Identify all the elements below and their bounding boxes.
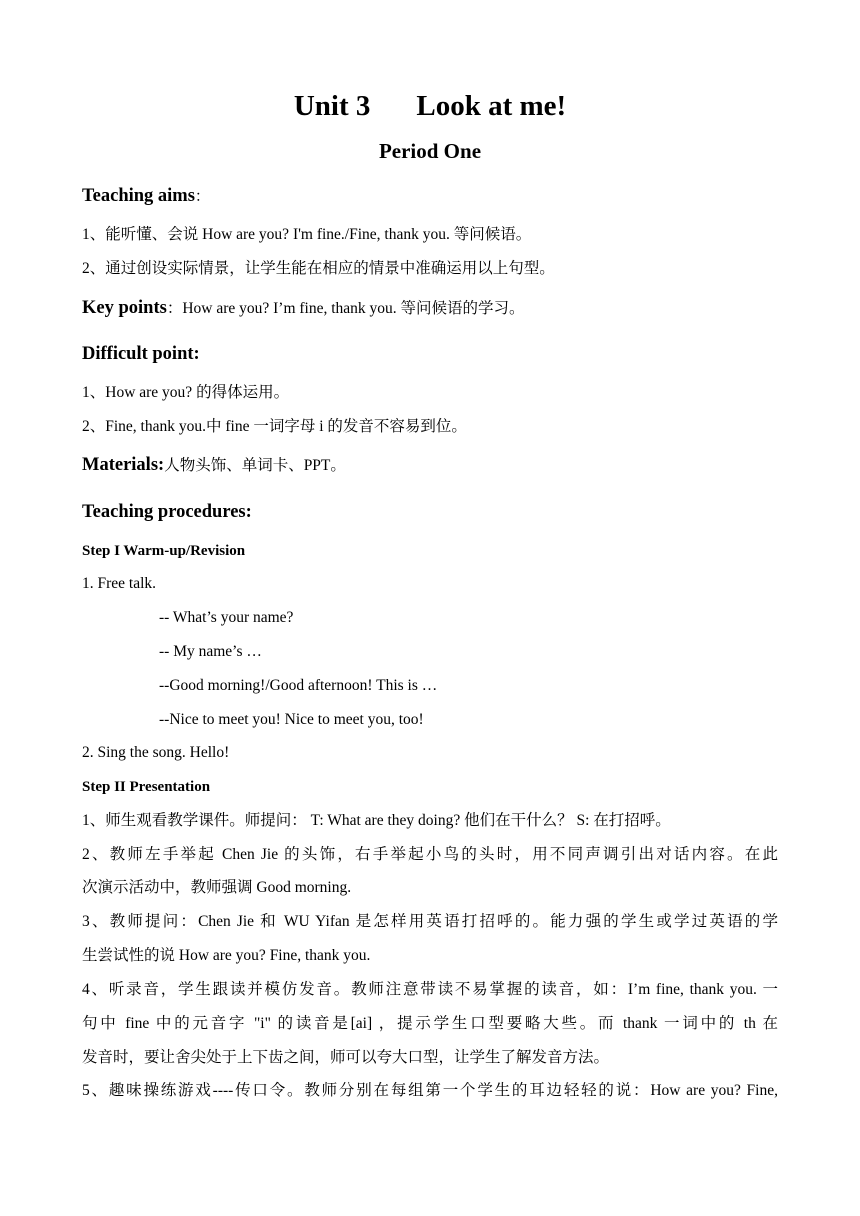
presentation-line-8: 发音时，要让舍尖处于上下齿之间，师可以夸大口型，让学生了解发音方法。 [82,1049,610,1066]
difficult-point-2: 2、Fine, thank you.中 fine 一词字母 i 的发音不容易到位。 [82,418,467,435]
step2-heading: Step II Presentation [82,779,211,795]
presentation-line-5: 生尝试性的说 How are you? Fine, thank you. [82,947,371,964]
period-title: Period One [378,139,482,163]
step1-heading: Step I Warm-up/Revision [82,543,246,559]
sing-song: 2. Sing the song. Hello! [82,744,230,761]
presentation-line-7: 句中 fine 中的元音字 "i" 的读音是[ai] ，提示学生口型要略大些。而 thank 一词中的 th 在 [82,1015,778,1032]
dialogue-line-2: -- My name’s … [159,643,262,660]
presentation-line-3: 次演示活动中，教师强调 Good morning. [82,879,352,896]
teaching-aim-2: 2、通过创设实际情景，让学生能在相应的情景中准确运用以上句型。 [82,260,555,277]
procedures-heading: Teaching procedures: [82,502,252,522]
materials-text: 人物头饰、单词卡、PPT。 [164,457,346,474]
key-points-text: ：How are you? I’m fine, thank you. 等问候语的学习。 [166,300,525,317]
difficult-point-heading: Difficult point: [82,344,200,364]
presentation-line-2: 2、教师左手举起 Chen Jie 的头饰，右手举起小鸟的头时，用不同声调引出对话内容。在此 [82,846,778,863]
teaching-aims-heading: Teaching aims： [82,186,210,206]
teaching-aim-1: 1、能听懂、会说 How are you? I'm fine./Fine, thank you. 等问候语。 [82,226,532,243]
presentation-line-9: 5、趣味操练游戏----传口令。教师分别在每组第一个学生的耳边轻轻的说：How are you? Fine, [82,1082,778,1099]
key-points-heading: Key points [82,298,167,318]
unit-name: Look at me! [416,90,567,122]
page-title [0,87,860,125]
presentation-line-4: 3、教师提问：Chen Jie 和 WU Yifan 是怎样用英语打招呼的。能力强的学生或学过英语的学 [82,913,778,930]
materials [82,455,346,476]
presentation-line-6: 4、听录音，学生跟读并模仿发音。教师注意带读不易掌握的读音，如：I’m fine, thank you. 一 [82,981,778,998]
dialogue-line-3: --Good morning!/Good afternoon! This is … [159,677,438,694]
dialogue-line-4: --Nice to meet you! Nice to meet you, too! [159,711,424,728]
key-points [82,298,525,319]
materials-heading: Materials: [82,455,165,475]
free-talk: 1. Free talk. [82,575,157,592]
presentation-line-1: 1、师生观看教学课件。师提问： T: What are they doing? 他们在干什么？ S: 在打招呼。 [82,812,671,829]
difficult-point-1: 1、How are you? 的得体运用。 [82,384,290,401]
unit-label: Unit 3 [293,90,371,122]
dialogue-line-1: -- What’s your name? [159,609,294,626]
